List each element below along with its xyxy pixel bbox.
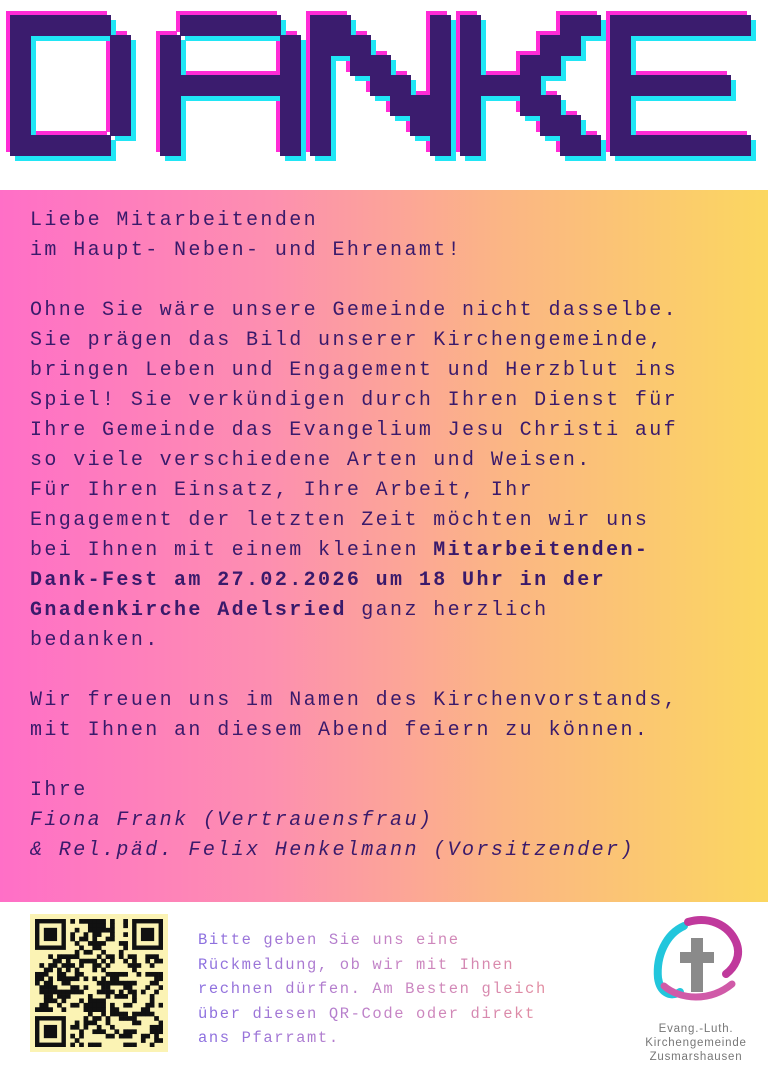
feedback-line: ans Pfarramt. [198,1029,340,1047]
invite-line-3 [30,596,750,626]
church-logo [636,908,756,1028]
organization-name [626,1022,766,1064]
letter-text [30,206,750,866]
qr-code[interactable] [30,914,168,1052]
feedback-text [198,928,638,1051]
qr-code-graphic [35,919,163,1047]
org-line: Evang.-Luth. [658,1023,734,1035]
letter-panel [0,190,768,902]
danke-pixel-title-graphic [0,0,768,190]
signoff: Ihre [30,779,88,802]
danke-title [0,0,768,190]
invite-end: bedanken. [30,629,160,652]
body-line: Ihre Gemeinde das Evangelium Jesu Christi auf [30,419,679,442]
invite-line [30,536,750,566]
greeting-line-2: im Haupt- Neben- und Ehrenamt! [30,239,463,262]
signer-1: Fiona Frank (Vertrauensfrau) [30,809,434,832]
cross-logo-icon [636,908,756,1028]
feedback-line: über diesen QR-Code oder direkt [198,1004,536,1023]
closing-line-1: Wir freuen uns im Namen des Kirchenvorstands, [30,689,679,712]
body-line: Sie prägen das Bild unserer Kirchengemeinde, [30,329,664,352]
body-line: bringen Leben und Engagement und Herzblut ins [30,359,679,382]
invite-bold-1: Mitarbeitenden- [433,539,650,562]
invite-tail: ganz herzlich [346,599,549,622]
closing-line-2: mit Ihnen an diesem Abend feiern zu können. [30,719,650,742]
body-line: Spiel! Sie verkündigen durch Ihren Dienst für [30,389,679,412]
body-line: so viele verschiedene Arten und Weisen. [30,449,592,472]
body-line: Ohne Sie wäre unsere Gemeinde nicht dasselbe. [30,299,679,322]
greeting-line-1: Liebe Mitarbeitenden [30,209,319,232]
body-line: Engagement der letzten Zeit möchten wir uns [30,509,650,532]
feedback-line: rechnen dürfen. Am Besten gleich [198,980,547,998]
footer [0,902,768,1086]
feedback-line: Bitte geben Sie uns eine [198,931,460,949]
invite-bold-2: Dank-Fest am 27.02.2026 um 18 Uhr in der [30,569,607,592]
body-line: Für Ihren Einsatz, Ihre Arbeit, Ihr [30,479,535,502]
signer-2: & Rel.päd. Felix Henkelmann (Vorsitzender) [30,839,635,862]
feedback-line: Rückmeldung, ob wir mit Ihnen [198,955,515,974]
org-line: Kirchengemeinde [645,1037,747,1049]
org-line: Zusmarshausen [649,1051,743,1063]
invite-plain: bei Ihnen mit einem kleinen [30,539,434,562]
invite-bold-3: Gnadenkirche Adelsried [30,599,347,622]
